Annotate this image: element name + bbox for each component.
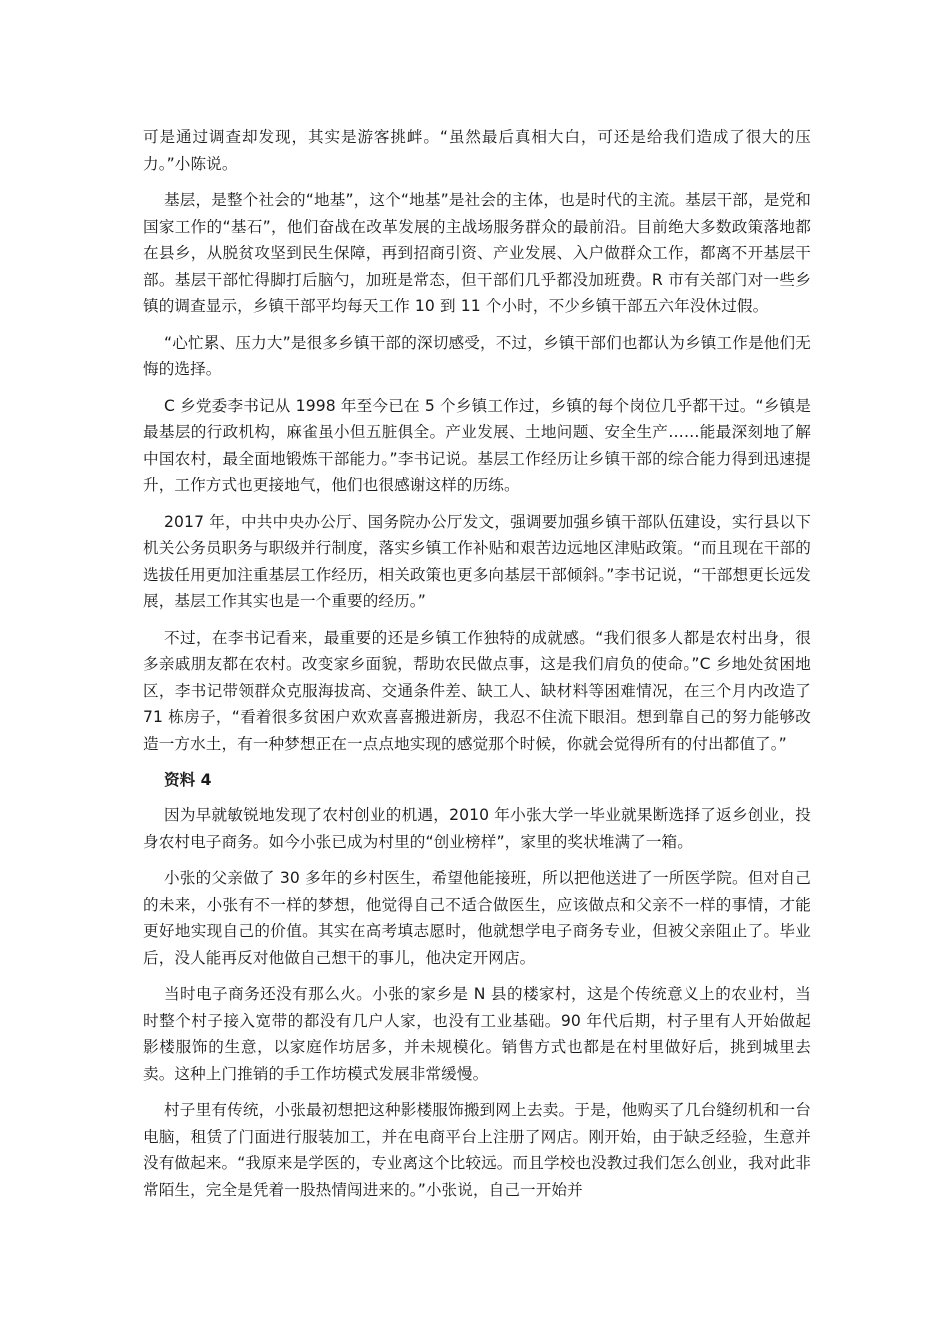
paragraph-7: 因为早就敏锐地发现了农村创业的机遇，2010 年小张大学一毕业就果断选择了返乡创业，投身农村电子商务。如今小张已成为村里的“创业榜样”，家里的奖状堆满了一箱。: [143, 806, 811, 851]
paragraph-5: 2017 年，中共中央办公厅、国务院办公厅发文，强调要加强乡镇干部队伍建设，实行县以下机关公务员职务与职级并行制度，落实乡镇工作补贴和艰苦边远地区津贴政策。“而且现在干部的选拔任用更加注重基层工作经历，相关政策也更多向基层干部倾斜。”李书记说，“干部想更长远发展，基层工作其实也是一个重要的经历。”: [143, 512, 811, 610]
document-page: [143, 124, 811, 1213]
paragraph-1: 可是通过调查却发现，其实是游客挑衅。“虽然最后真相大白，可还是给我们造成了很大的压力。”小陈说。: [143, 128, 811, 173]
paragraph-4: C 乡党委李书记从 1998 年至今已在 5 个乡镇工作过，乡镇的每个岗位几乎都干过。“乡镇是最基层的行政机构，麻雀虽小但五脏俱全。产业发展、土地问题、安全生产……能最深刻地了解中国农村，最全面地锻炼干部能力。”李书记说。基层工作经历让乡镇干部的综合能力得到迅速提升，工作方式也更接地气，他们也很感谢这样的历练。: [143, 396, 811, 494]
paragraph-3: “心忙累、压力大”是很多乡镇干部的深切感受，不过，乡镇干部们也都认为乡镇工作是他们无悔的选择。: [143, 333, 811, 378]
paragraph-10: 村子里有传统，小张最初想把这种影楼服饰搬到网上去卖。于是，他购买了几台缝纫机和一台电脑，租赁了门面进行服装加工，并在电商平台上注册了网店。刚开始，由于缺乏经验，生意并没有做起来。“我原来是学医的，专业离这个比较远。而且学校也没教过我们怎么创业，我对此非常陌生，完全是凭着一股热情闯进来的。”小张说，自己一开始并: [143, 1101, 811, 1199]
paragraph-8: 小张的父亲做了 30 多年的乡村医生，希望他能接班，所以把他送进了一所医学院。但对自己的未来，小张有不一样的梦想，他觉得自己不适合做医生，应该做点和父亲不一样的事情，才能更好地实现自己的价值。其实在高考填志愿时，他就想学电子商务专业，但被父亲阻止了。毕业后，没人能再反对他做自己想干的事儿，他决定开网店。: [143, 869, 811, 967]
paragraph-2: 基层，是整个社会的“地基”，这个“地基”是社会的主体，也是时代的主流。基层干部，是党和国家工作的“基石”，他们奋战在改革发展的主战场服务群众的最前沿。目前绝大多数政策落地都在县乡，从脱贫攻坚到民生保障，再到招商引资、产业发展、入户做群众工作，都离不开基层干部。基层干部忙得脚打后脑勺，加班是常态，但干部们几乎都没加班费。R 市有关部门对一些乡镇的调查显示，乡镇干部平均每天工作 10 到 11 个小时，不少乡镇干部五六年没休过假。: [143, 191, 811, 315]
section-heading: 资料 4: [164, 771, 212, 789]
paragraph-9: 当时电子商务还没有那么火。小张的家乡是 N 县的楼家村，这是个传统意义上的农业村，当时整个村子接入宽带的都没有几户人家，也没有工业基础。90 年代后期，村子里有人开始做起影楼服饰的生意，以家庭作坊居多，并未规模化。销售方式也都是在村里做好后，挑到城里去卖。这种上门推销的手工作坊模式发展非常缓慢。: [143, 985, 811, 1083]
paragraph-6: 不过，在李书记看来，最重要的还是乡镇工作独特的成就感。“我们很多人都是农村出身，很多亲戚朋友都在农村。改变家乡面貌，帮助农民做点事，这是我们肩负的使命。”C 乡地处贫困地区，李书记带领群众克服海拔高、交通条件差、缺工人、缺材料等困难情况，在三个月内改造了 71 栋房子，“看着很多贫困户欢欢喜喜搬进新房，我忍不住流下眼泪。想到靠自己的努力能够改造一方水土，有一种梦想正在一点点地实现的感觉那个时候，你就会觉得所有的付出都值了。”: [143, 628, 811, 753]
